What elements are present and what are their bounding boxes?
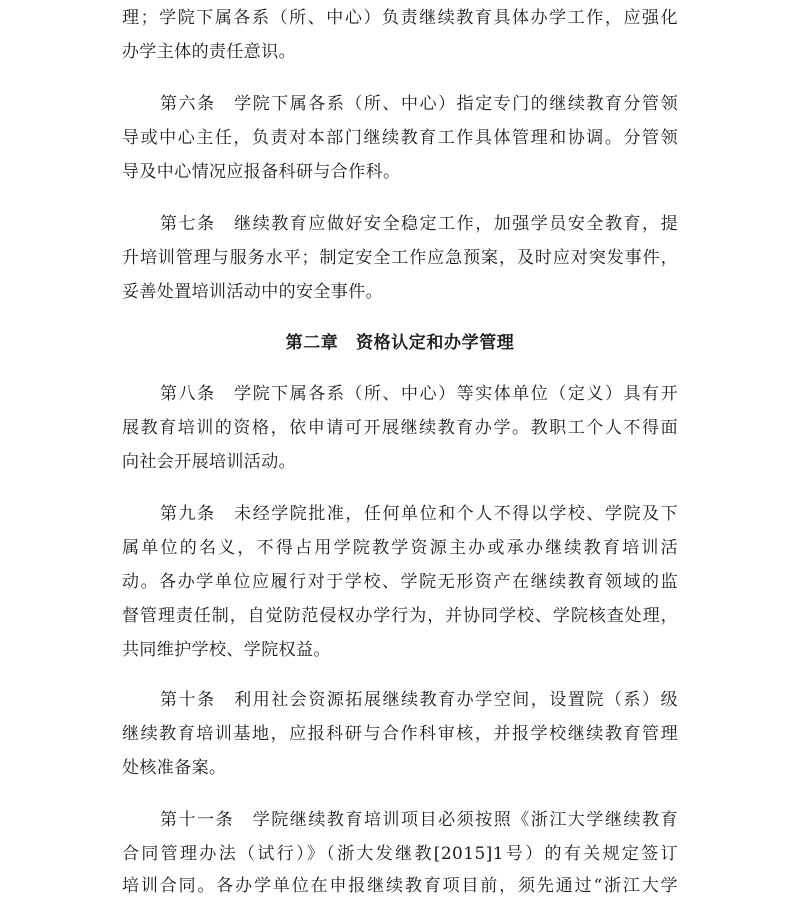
article-11-line-3: 培训合同。各办学单位在申报继续教育项目前，须先通过“浙江大学 [122, 876, 678, 896]
article-6-line-2: 导或中心主任，负责对本部门继续教育工作具体管理和协调。分管领 [122, 128, 678, 148]
article-9-line-4: 督管理责任制，自觉防范侵权办学行为，并协同学校、学院核查处理， [122, 606, 678, 626]
chapter-2-heading: 第二章 资格认定和办学管理 [285, 333, 515, 353]
article-11-line-1: 第十一条 学院继续教育培训项目必须按照《浙江大学继续教育 [160, 810, 678, 830]
article-7-line-2: 升培训管理与服务水平；制定安全工作应急预案，及时应对突发事件， [122, 248, 678, 268]
article-6-line-1: 第六条 学院下属各系（所、中心）指定专门的继续教育分管领 [160, 94, 678, 114]
article-9-line-5: 共同维护学校、学院权益。 [122, 640, 331, 660]
article-10-line-2: 继续教育培训基地，应报科研与合作科审核，并报学校继续教育管理 [122, 724, 678, 744]
article-8-line-3: 向社会开展培训活动。 [122, 452, 296, 472]
article-9-line-1: 第九条 未经学院批准，任何单位和个人不得以学校、学院及下 [160, 504, 678, 524]
article-11-line-2: 合同管理办法（试行）》（浙大发继教[2015]1号）的有关规定签订 [122, 844, 678, 864]
article-9-line-2: 属单位的名义，不得占用学院教学资源主办或承办继续教育培训活 [122, 538, 678, 558]
article-10-line-3: 处核准备案。 [122, 758, 227, 778]
article-7-line-3: 妥善处置培训活动中的安全事件。 [122, 282, 383, 302]
paragraph-continuation-line-2: 办学主体的责任意识。 [122, 42, 296, 62]
article-6-line-3: 导及中心情况应报备科研与合作科。 [122, 162, 401, 182]
article-7-line-1: 第七条 继续教育应做好安全稳定工作，加强学员安全教育，提 [160, 214, 678, 234]
article-8-line-2: 展教育培训的资格，依申请可开展继续教育办学。教职工个人不得面 [122, 418, 678, 438]
article-9-line-3: 动。各办学单位应履行对于学校、学院无形资产在继续教育领域的监 [122, 572, 678, 592]
article-8-line-1: 第八条 学院下属各系（所、中心）等实体单位（定义）具有开 [160, 384, 678, 404]
article-10-line-1: 第十条 利用社会资源拓展继续教育办学空间，设置院（系）级 [160, 690, 678, 710]
paragraph-continuation-line-1: 理；学院下属各系（所、中心）负责继续教育具体办学工作，应强化 [122, 8, 678, 28]
